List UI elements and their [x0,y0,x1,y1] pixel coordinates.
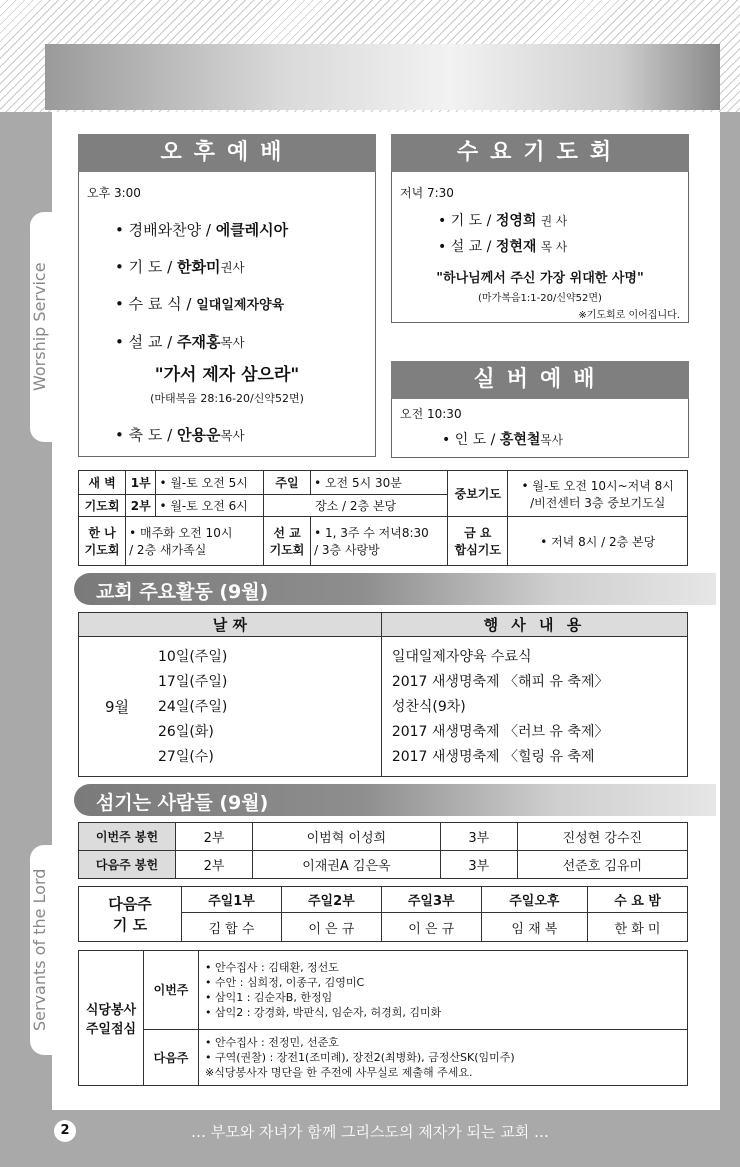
prayer-duty-name: 이 은 규 [381,913,481,942]
afternoon-time: 오후 3:00 [87,186,141,200]
activities-dates [155,637,381,777]
prayer-duty-header: 주일2부 [281,887,381,913]
wednesday-title: 수요기도회 [391,134,689,172]
offering-names: 진성현 강수진 [517,823,687,851]
hannah-text: • 매주화 오전 10시 / 2층 새가족실 [126,517,264,566]
prayer-table [78,470,688,566]
activity-date: 26일(화) [158,724,214,740]
kitchen-line: • 삼익1 : 김순자B, 한정임 [205,990,333,1004]
side-tab-servants-label: Servants of the Lord [30,868,49,1032]
afternoon-blessing: • 축 도 / 안용운목사 [115,426,245,444]
kitchen-this-week: 이번주 [144,951,199,1030]
activity-event: 2017 새생명축제 〈해피 유 축제〉 [391,674,609,690]
afternoon-title: 오후예배 [78,134,376,172]
kitchen-this-week-list [199,951,688,1030]
prayer-duty-name: 이 은 규 [281,913,381,942]
silver-item: • 인 도 / 홍현철목사 [442,432,563,448]
dawn-label-2: 기도회 [79,495,126,517]
wednesday-items [438,208,567,260]
wednesday-sermon-title: "하나님께서 주신 가장 위대한 사명" [436,271,644,286]
servants-heading-bar [74,784,716,816]
page-number: 2 [54,1120,76,1142]
prayer-duty-label: 다음주 기 도 [79,887,182,942]
afternoon-item: • 설 교 / 주재홍목사 [115,333,245,351]
afternoon-items [115,212,288,361]
offering-label: 이번주 봉헌 [79,823,176,851]
kitchen-line: • 삼익2 : 강경화, 박판식, 임순자, 허경희, 김미화 [205,1005,442,1019]
prayer-duty-table [78,886,688,942]
prayer-duty-name: 한 화 미 [588,913,688,942]
prayer-duty-name: 김 합 수 [182,913,282,942]
afternoon-sermon-title: "가서 제자 삼으라" [154,365,300,385]
kitchen-line: • 수안 : 심희정, 이종구, 김영미C [205,975,365,989]
intercession-label: 중보기도 [448,471,508,517]
silver-title: 실버예배 [391,361,689,399]
offering-label: 다음주 봉헌 [79,851,176,879]
dawn-part1: 1부 [126,471,156,495]
afternoon-item: • 수 료 식 / 일대일제자양육 [115,295,285,313]
offering-part: 2부 [176,851,253,879]
prayer-duty-header: 수 요 밤 [588,887,688,913]
offering-names: 선준호 김유미 [517,851,687,879]
activity-date: 10일(주일) [158,649,228,665]
wednesday-item: • 설 교 / 정현재 목 사 [438,239,568,255]
kitchen-next-week-list [199,1029,688,1085]
kitchen-line: • 안수집사 : 김태환, 정선도 [205,960,339,974]
prayer-duty-header: 주일3부 [381,887,481,913]
afternoon-item: • 경배와찬양 / 에클레시아 [115,221,289,239]
wednesday-time: 저녁 7:30 [400,186,454,200]
offering-names: 이범혁 이성희 [253,823,441,851]
dawn-part2-text: • 월-토 오전 6시 [156,495,264,517]
activities-heading-bar [74,573,716,605]
afternoon-worship-box [78,171,376,457]
offering-part: 2부 [176,823,253,851]
side-tab-worship-label: Worship Service [30,262,49,392]
offering-part: 3부 [440,823,517,851]
activities-col-event: 행 사 내 용 [381,613,687,637]
kitchen-label: 식당봉사 주일점심 [79,951,144,1086]
sunday-label: 주일 [263,471,310,495]
intercession-text: • 월-토 오전 10시~저녁 8시 /비전센터 3층 중보기도실 [508,471,688,517]
sunday-text: • 오전 5시 30분 [311,471,448,495]
wednesday-item: • 기 도 / 정영희 권 사 [438,213,568,229]
activity-event: 2017 새생명축제 〈힐링 유 축제 [391,749,595,765]
wednesday-sermon-ref: (마가복음1:1-20/신약52면) [478,293,602,304]
friday-label: 금 요 합심기도 [448,517,508,566]
dawn-label-1: 새 벽 [79,471,126,495]
kitchen-table [78,950,688,1086]
offering-table [78,822,688,879]
activity-date: 17일(주일) [158,674,228,690]
activities-events [381,637,687,777]
wednesday-box [391,171,689,323]
activities-title: 교회 주요활동 (9월) [96,581,269,603]
hannah-label: 한 나 기도회 [79,517,126,566]
servants-title: 섬기는 사람들 (9월) [96,792,269,814]
kitchen-line: ※식당봉사자 명단을 한 주전에 사무실로 제출해 주세요. [205,1065,473,1079]
offering-part: 3부 [440,851,517,879]
dawn-part2: 2부 [126,495,156,517]
prayer-duty-header: 주일오후 [481,887,587,913]
friday-text: • 저녁 8시 / 2층 본당 [508,517,688,566]
dawn-part1-text: • 월-토 오전 5시 [156,471,264,495]
activity-event: 성찬식(9차) [391,699,466,715]
header-photo [45,44,720,110]
kitchen-line: • 구역(권찰) : 장전1(조미례), 장전2(최병화), 금정산SK(임미주) [205,1050,515,1064]
activities-month: 9월 [79,637,156,777]
activities-table [78,612,688,777]
mission-text: • 1, 3주 수 저녁8:30 / 3층 사랑방 [311,517,448,566]
activities-col-date: 날 짜 [79,613,382,637]
wednesday-note: ※기도회로 이어집니다. [578,310,680,321]
dawn-place: 장소 / 2층 본당 [263,495,447,517]
footer-slogan: … 부모와 자녀가 함께 그리스도의 제자가 되는 교회 … [191,1123,549,1141]
offering-names: 이재권A 김은옥 [253,851,441,879]
silver-time: 오전 10:30 [400,407,462,421]
prayer-duty-name: 임 재 복 [481,913,587,942]
activity-event: 일대일제자양육 수료식 [391,649,532,665]
mission-label: 선 교 기도회 [263,517,310,566]
activity-event: 2017 새생명축제 〈러브 유 축제〉 [391,724,609,740]
activity-date: 27일(수) [158,749,214,765]
silver-box [391,398,689,458]
afternoon-sermon-ref: (마태복음 28:16-20/신약52면) [150,392,304,405]
side-tab-servants [30,845,74,1055]
activity-date: 24일(주일) [158,699,228,715]
prayer-duty-header: 주일1부 [182,887,282,913]
side-tab-worship [30,212,74,442]
afternoon-item: • 기 도 / 한화미권사 [115,258,245,276]
kitchen-line: • 안수집사 : 전정민, 선준호 [205,1035,339,1049]
kitchen-next-week: 다음주 [144,1029,199,1085]
